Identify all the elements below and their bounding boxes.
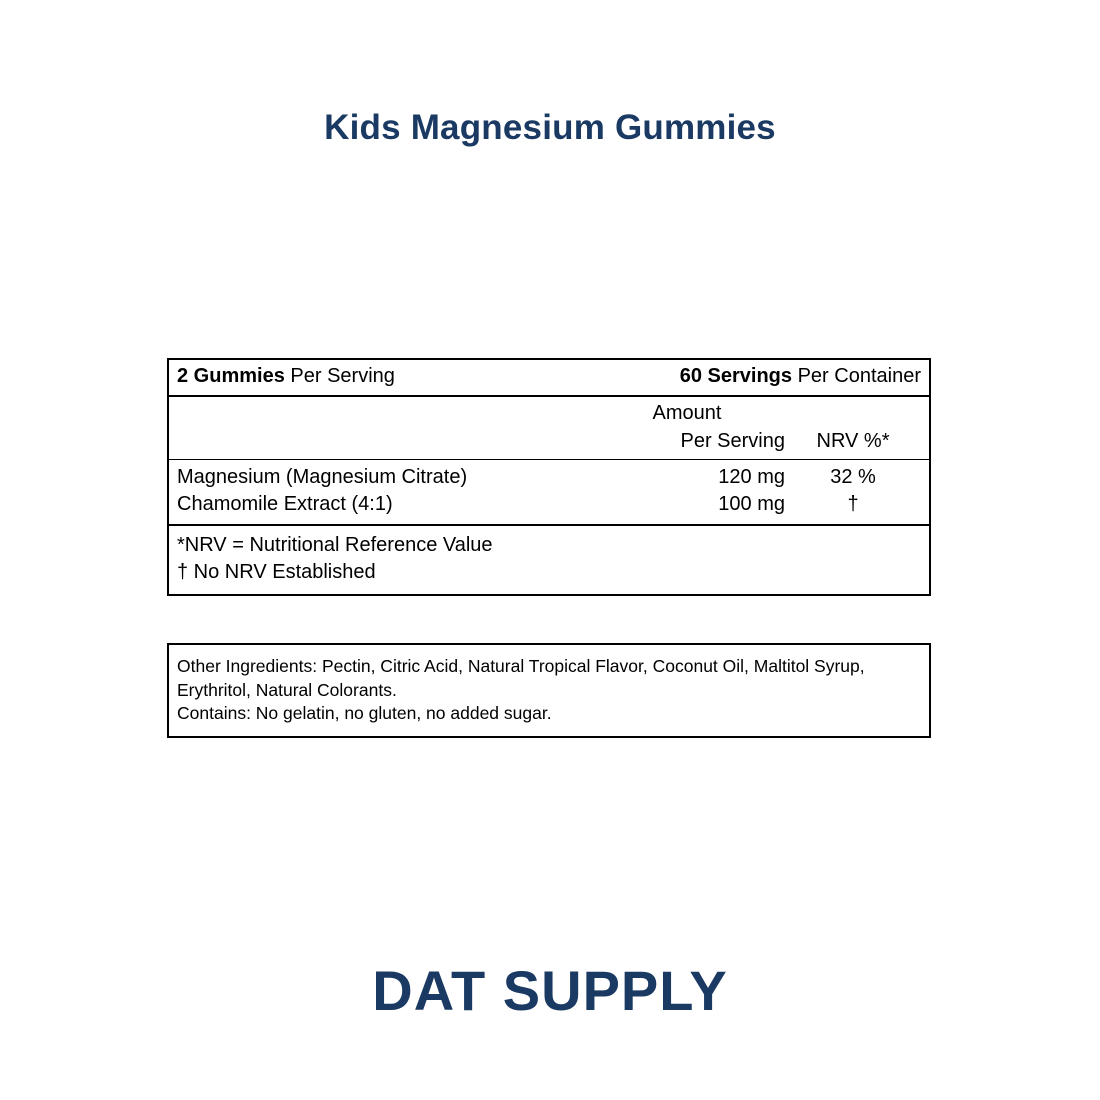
serving-size-value: 2 Gummies — [177, 365, 285, 387]
nutrient-name: Magnesium (Magnesium Citrate) — [177, 466, 468, 488]
other-ingredients-panel — [167, 643, 931, 738]
table-row — [177, 491, 921, 518]
other-ingredients-text: Other Ingredients: Pectin, Citric Acid, Natural Tropical Flavor, Coconut Oil, Maltitol Syrup, Erythritol, Natural Colorants. — [177, 656, 865, 700]
table-column-headers — [169, 397, 929, 460]
nutrient-amount: 100 mg — [718, 493, 785, 515]
footnote-no-nrv: † No NRV Established — [177, 561, 376, 583]
column-header-per-serving: Per Serving — [680, 430, 785, 452]
brand-logo: DAT SUPPLY — [372, 959, 728, 1022]
nutrient-amount: 120 mg — [718, 466, 785, 488]
nutrient-rows — [169, 460, 929, 526]
contains-text: Contains: No gelatin, no gluten, no added sugar. — [177, 703, 552, 724]
table-row — [177, 464, 921, 491]
supplement-facts-panel — [167, 358, 931, 596]
nutrient-nrv: † — [847, 493, 859, 515]
serving-size — [177, 365, 395, 388]
nutrient-name: Chamomile Extract (4:1) — [177, 493, 393, 515]
footnote-nrv-definition: *NRV = Nutritional Reference Value — [177, 534, 493, 556]
servings-count: 60 Servings — [679, 365, 793, 387]
footnotes — [169, 526, 929, 594]
servings-per-container — [680, 365, 921, 388]
serving-info-row — [169, 360, 929, 397]
serving-size-label: Per Serving — [284, 365, 395, 387]
nutrient-nrv: 32 % — [830, 466, 876, 488]
page-title: Kids Magnesium Gummies — [324, 108, 776, 147]
servings-label: Per Container — [792, 365, 921, 387]
column-header-nrv: NRV %* — [816, 430, 890, 452]
column-header-amount: Amount — [652, 402, 722, 424]
